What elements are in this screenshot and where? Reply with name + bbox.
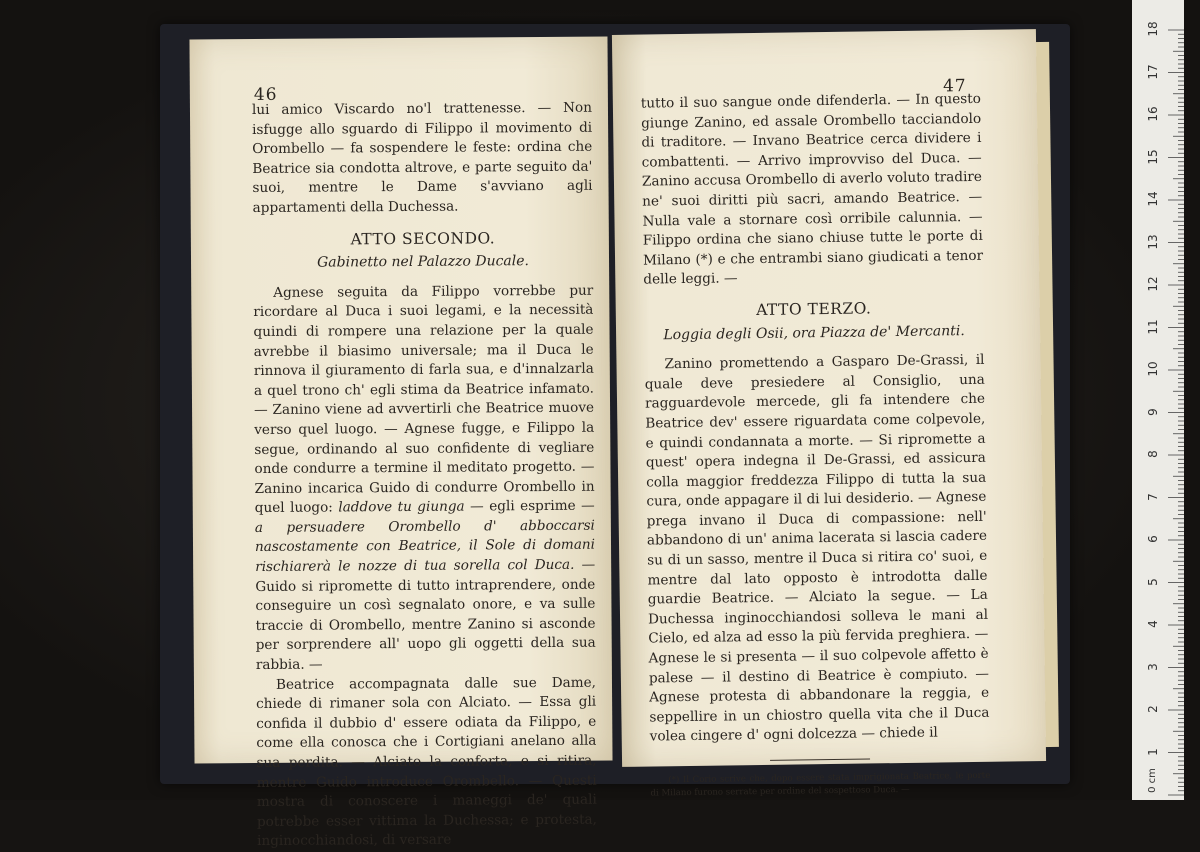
right-opening-paragraph: tutto il suo sangue onde difenderla. — In questo giunge Zanino, ed assale Orombello tacciandolo di traditore. — Invano Beatrice cerca dividere i combattenti. — Arrivo improvviso del Duca. — Zanino accusa Orombello di averlo voluto tradire ne' suoi diritti più sacri, amando Beatrice. — Nulla vale a stornare così orribile calunnia. — Filippo ordina che siano chiuse tutte le porte di Milano (*) e che entrambi siano giudicati a tenor delle leggi. — — [640, 90, 984, 288]
ruler-label: 1 — [1146, 747, 1160, 756]
ruler-label: 4 — [1146, 620, 1160, 628]
ruler-unit-label: 0 cm — [1146, 768, 1158, 793]
ruler-label: 18 — [1146, 21, 1160, 37]
left-p1-italic-b: a persuadere Orombello d' abboccarsi nascostamente con Beatrice, il Sole di domani rischiarerà le nozze di tua sorella col Duca. — [254, 517, 596, 576]
footnote: (*) Il Corio scrive che, dopo essere stata imprigionata Beatrice, le porte di Milano furono serrate per ordine del sospettoso Duca. — — [650, 770, 991, 799]
ruler-label: 7 — [1146, 492, 1160, 501]
ruler-label: 8 — [1146, 450, 1160, 458]
ruler-label: 11 — [1146, 318, 1160, 335]
act-title-third: ATTO TERZO. — [755, 299, 872, 319]
ruler-label: 12 — [1146, 276, 1160, 292]
ruler-label: 2 — [1146, 705, 1160, 713]
ruler-label: 9 — [1146, 407, 1160, 416]
act-title-second: ATTO SECONDO. — [350, 228, 496, 248]
scene-title-loggia: Loggia degli Osii, ora Piazza de' Mercanti. — [663, 322, 965, 343]
right-page — [612, 29, 1046, 799]
ruler-label: 6 — [1146, 535, 1160, 543]
footnote-divider — [770, 758, 870, 760]
left-page — [189, 37, 612, 850]
scene-title-gabinetto: Gabinetto nel Palazzo Ducale. — [317, 253, 530, 271]
ruler-label: 17 — [1146, 63, 1160, 80]
ruler-label: 13 — [1146, 233, 1160, 250]
left-paragraph-1 — [253, 281, 596, 675]
ruler-label: 16 — [1146, 106, 1160, 122]
page-number-right: 47 — [942, 76, 967, 97]
left-p1-text-c: — Guido si ripromette di tutto intraprendere, onde conseguire un così segnalato onore, e va sulle traccie di Orombello, mentre Zanino si asconde per sorprendere all' uopo gli oggetti della sua rabbia. — — [255, 556, 596, 674]
left-page-text — [252, 99, 597, 852]
ruler-label: 15 — [1146, 148, 1160, 165]
measurement-ruler — [1132, 0, 1184, 800]
left-paragraph-2: Beatrice accompagnata dalle sue Dame, chiede di rimaner sola con Alciato. — Essa gli confida il dubbio d' essere odiata da Filippo, e come ella conosca che i Cortigiani anelano alla sua perdita. — Alciato la conforta, e si ritira, mentre Guido introduce Orombello. — Questi mostra di conoscere i maneggi de' quali potrebbe esser vittima la Duchessa; e protesta, inginocchiandosi, di versare — [256, 674, 597, 850]
page-number-left: 46 — [253, 84, 278, 106]
left-p1-text-b: — egli esprime — — [470, 497, 595, 515]
ruler-label: 10 — [1146, 361, 1160, 377]
left-p1-italic-a: laddove tu giunga — [338, 498, 465, 516]
left-p1-text-a: Agnese seguita da Filippo vorrebbe pur ricordare al Duca i suoi legami, e la necessità quindi di rompere una relazione per la quale avrebbe il biasimo universale; ma il Duca le rinnova il giuramento di farla sua, e d'innalzarla a quel trono ch' egli stima da Beatrice infamato. — Zanino viene ad avvertirli che Beatrice muove verso quel luogo. — Agnese fugge, e Filippo la segue, ordinando al suo confidente di vegliare onde condurre a termine il meditato progetto. — Zanino incarica Guido di condurre Orombello in quel luogo: — [253, 282, 595, 517]
right-page-text — [641, 90, 991, 801]
ruler-label: 5 — [1146, 577, 1160, 586]
ruler-label: 3 — [1146, 662, 1160, 671]
right-paragraph-1: Zanino promettendo a Gasparo De-Grassi, il quale deve presiedere al Consiglio, una ragguardevole mercede, gli fa intendere che Beatrice dev' essere riguardata come colpevole, e quindi condannata a morte. — Si ripromette a quest' opera indegna il De-Grassi, ed assicura colla maggior freddezza Filippo di tutta la sua cura, onde appagare il di lui desiderio. — Agnese prega invano il Duca di compassione: nell' abbandono di un' anima lacerata si lascia cadere su di un sasso, mentre il Duca si ritira co' suoi, e mentre dal lato opposto è introdotta dalle guardie Beatrice. — Alciato la segue. — La Duchessa inginocchiandosi solleva le mani al Cielo, ed alza ad esso la più fervida preghiera. — Agnese le si presenta — il suo colpevole affetto è palese — il destino di Beatrice è compiuto. — Agnese protesta di abbandonare la reggia, e seppellire in un chiostro quella vita che il Duca volea cingere d' ogni dolcezza — chiede il — [644, 351, 990, 745]
ruler-label: 14 — [1146, 191, 1160, 207]
left-opening-paragraph: lui amico Viscardo no'l trattenesse. — Non isfugge allo sguardo di Filippo il movimento di Orombello — fa sospendere le feste: ordina che Beatrice sia condotta altrove, e parte seguito da' suoi, mentre le Dame s'avviano agli appartamenti della Duchessa. — [251, 99, 593, 216]
